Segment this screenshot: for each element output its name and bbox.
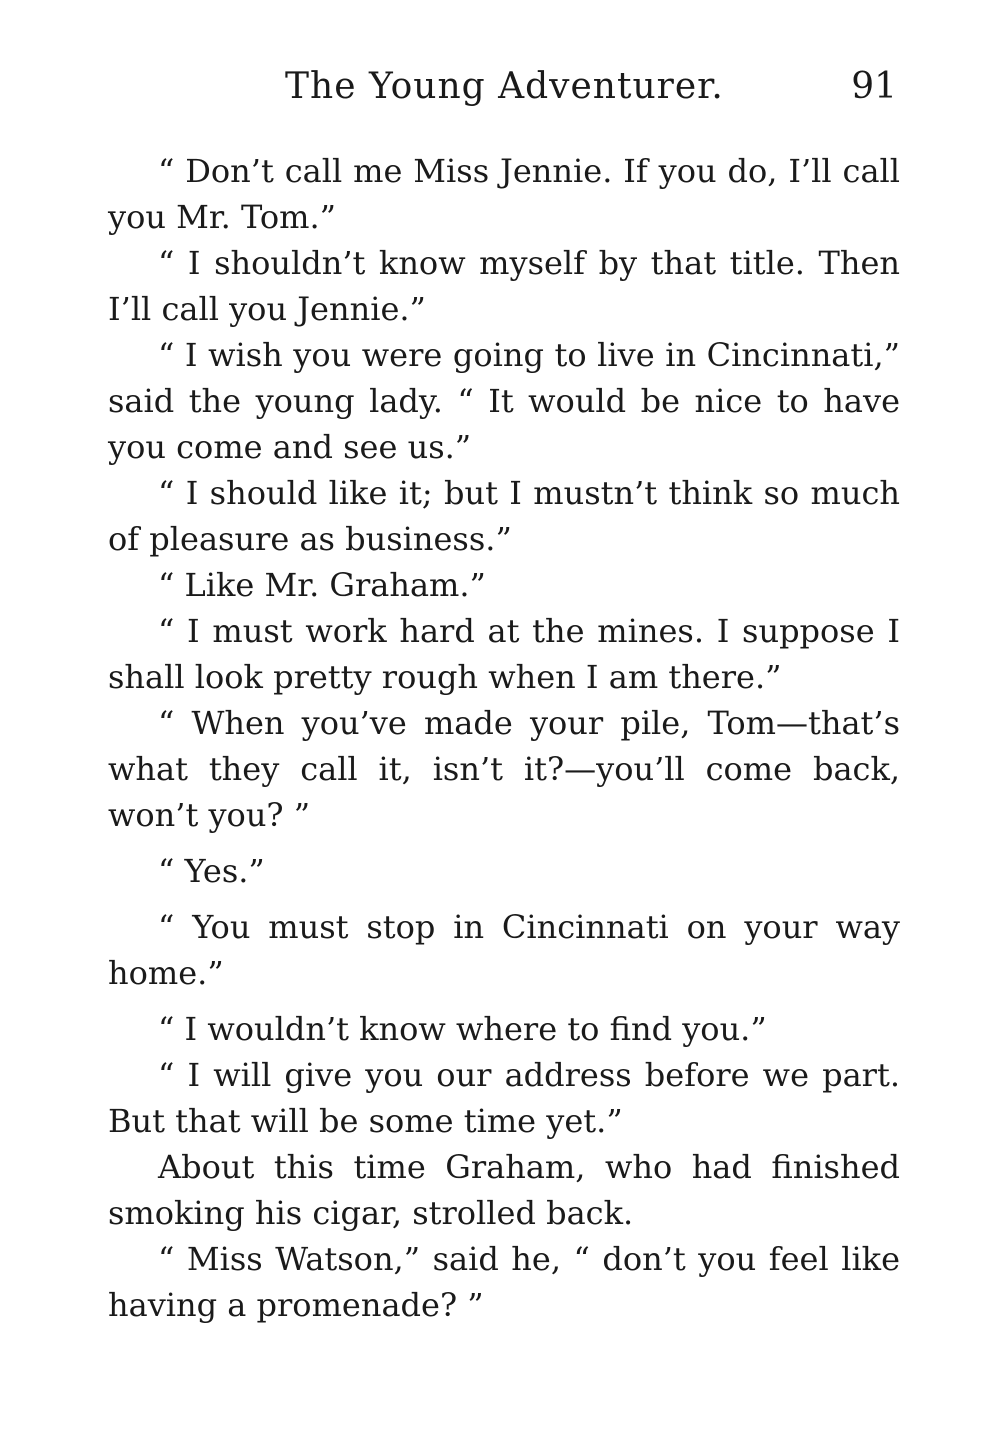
paragraph: “ Like Mr. Graham.” [158, 566, 486, 604]
paragraph: “ Miss Watson,” said he, “ don’t you feel like having a promenade? ” [108, 1240, 900, 1324]
paragraph: “ I shouldn’t know myself by that title. Then I’ll call you Jennie.” [108, 244, 900, 328]
page-number: 91 [851, 66, 897, 107]
paragraph: “ Yes.” [158, 852, 265, 890]
body-text [108, 148, 900, 1328]
paragraph: “ I wouldn’t know where to find you.” [158, 1010, 767, 1048]
paragraph: About this time Graham, who had finished smoking his cigar, strolled back. [108, 1148, 900, 1232]
paragraph: “ When you’ve made your pile, Tom—that’s what they call it, isn’t it?—you’ll come back, won’t you? ” [108, 704, 900, 834]
paragraph: “ I must work hard at the mines. I suppose I shall look pretty rough when I am there.” [108, 612, 900, 696]
running-title: The Young Adventurer. [285, 66, 724, 107]
paragraph: “ You must stop in Cincinnati on your way home.” [108, 908, 900, 992]
paragraph: “ I will give you our address before we part. But that will be some time yet.” [108, 1056, 900, 1140]
paragraph: “ I wish you were going to live in Cincinnati,” said the young lady. “ It would be nice to have you come and see us.” [108, 336, 900, 466]
page-header [285, 66, 897, 116]
paragraph: “ I should like it; but I mustn’t think so much of pleasure as business.” [108, 474, 900, 558]
paragraph: “ Don’t call me Miss Jennie. If you do, I’ll call you Mr. Tom.” [108, 152, 900, 236]
